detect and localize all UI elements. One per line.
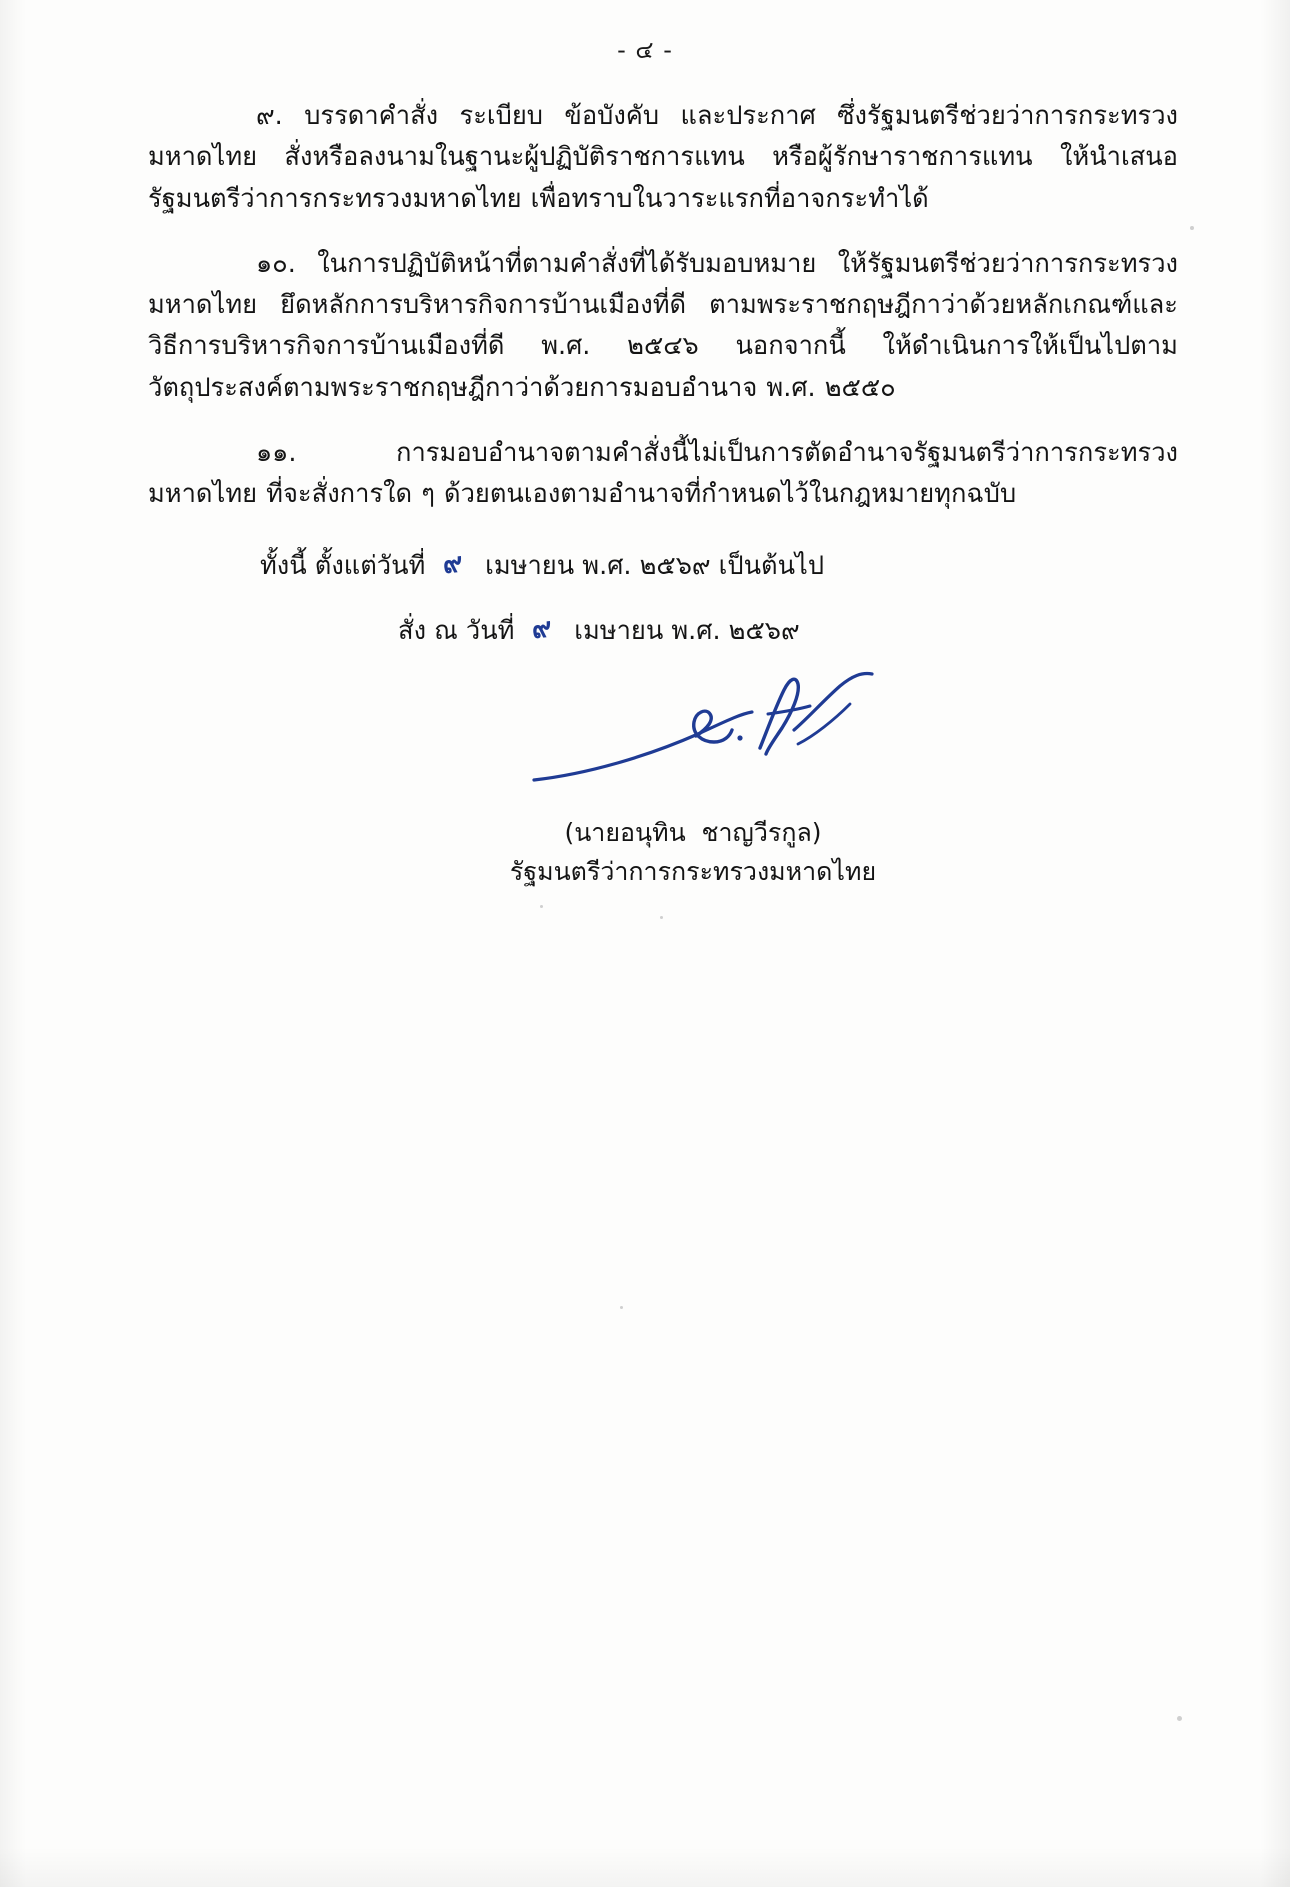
scan-speck <box>1177 1716 1182 1721</box>
handwritten-signature-icon <box>528 670 908 810</box>
order-date-suffix: เมษายน พ.ศ. ๒๕๖๙ <box>574 615 800 646</box>
paragraph-spacer <box>148 234 1178 244</box>
closing-block <box>148 544 1178 892</box>
signature-block <box>148 814 1178 892</box>
order-date-prefix: สั่ง ณ วันที่ <box>398 615 515 646</box>
paragraph-spacer <box>148 423 1178 433</box>
scan-speck <box>1190 226 1194 230</box>
handwritten-day-order: ๙ <box>530 612 554 646</box>
scan-speck <box>620 1306 623 1309</box>
effective-date-line <box>148 544 1178 587</box>
effective-date-prefix: ทั้งนี้ ตั้งแต่วันที่ <box>260 550 426 581</box>
paragraph-11: ๑๑. การมอบอำนาจตามคำสั่งนี้ไม่เป็นการตัดอำนาจรัฐมนตรีว่าการกระทรวงมหาดไทย ที่จะสั่งการใด ๆ ด้วยตนเองตามอำนาจที่กำหนดไว้ในกฎหมายทุกฉบับ <box>148 438 1178 510</box>
page-number: - ๔ - <box>617 36 673 64</box>
handwritten-day-effective: ๙ <box>441 546 465 580</box>
scan-edge-left <box>0 0 26 1887</box>
scan-speck <box>660 916 663 919</box>
order-date-line <box>148 609 1178 652</box>
paragraph-9: ๙. บรรดาคำสั่ง ระเบียบ ข้อบังคับ และประกาศ ซึ่งรัฐมนตรีช่วยว่าการกระทรวงมหาดไทย สั่งหรือลงนามในฐานะผู้ปฏิบัติราชการแทน หรือผู้รักษาราชการแทน ให้นำเสนอรัฐมนตรีว่าการกระทรวงมหาดไทย เพื่อทราบในวาระแรกที่อาจกระทำได้ <box>148 101 1178 214</box>
scan-speck <box>540 905 543 908</box>
signer-title: รัฐมนตรีว่าการกระทรวงมหาดไทย <box>509 856 877 886</box>
signer-name: (นายอนุทิน ชาญวีรกูล) <box>564 818 822 848</box>
effective-date-suffix: เมษายน พ.ศ. ๒๕๖๙ เป็นต้นไป <box>485 550 825 581</box>
document-body <box>148 96 1178 892</box>
signature-area <box>148 670 1178 820</box>
scan-edge-right <box>1260 0 1290 1887</box>
paragraph-10: ๑๐. ในการปฏิบัติหน้าที่ตามคำสั่งที่ได้รับมอบหมาย ให้รัฐมนตรีช่วยว่าการกระทรวงมหาดไทย ยึดหลักการบริหารกิจการบ้านเมืองที่ดี ตามพระราชกฤษฎีกาว่าด้วยหลักเกณฑ์และวิธีการบริหารกิจการบ้านเมืองที่ดี พ.ศ. ๒๕๔๖ นอกจากนี้ ให้ดำเนินการให้เป็นไปตามวัตถุประสงค์ตามพระราชกฤษฎีกาว่าด้วยการมอบอำนาจ พ.ศ. ๒๕๕๐ <box>148 248 1178 403</box>
scan-edge-bottom <box>0 1847 1290 1887</box>
